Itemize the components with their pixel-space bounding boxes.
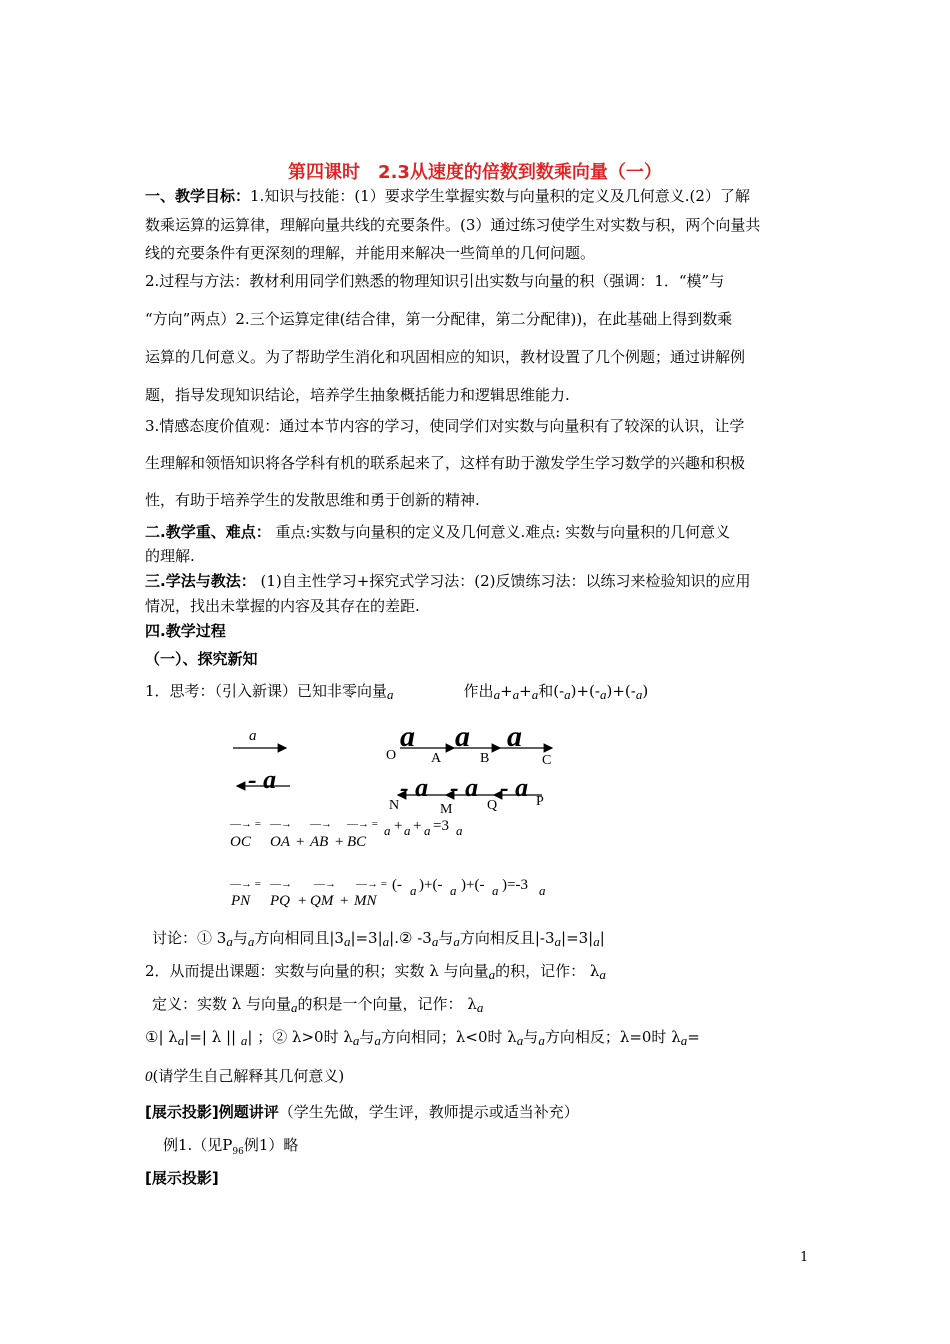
text: 例1.（见P	[163, 1136, 233, 1154]
text: （学生先做，学生评，教师提示或适当补充）	[278, 1103, 579, 1121]
text: |=3|	[350, 929, 383, 947]
arrow-mark: —→ =	[230, 878, 261, 890]
process-line-2: “方向”两点）2.三个运算定律(结合律，第一分配律，第二分配律))，在此基础上得到数乘	[145, 310, 733, 328]
eq2-QM: QM	[310, 893, 334, 909]
text: =	[687, 1028, 700, 1046]
page-title: 第四课时 2.3从速度的倍数到数乘向量（一）	[288, 162, 662, 183]
plus: +	[298, 893, 307, 909]
vector-a: a	[599, 687, 607, 702]
text: 方向相同；λ<0时 λ	[380, 1028, 517, 1046]
text: 1.知识与技能：(1）要求学生掌握实数与向量积的定义及几何意义.(2）了解	[250, 187, 750, 205]
attitude-line-2: 生理解和领悟知识将各学科有机的联系起来了，这样有助于激发学生学习数学的兴趣和积极	[145, 454, 746, 472]
vector-a: a	[384, 823, 391, 838]
point-A: A	[431, 751, 442, 766]
vector-a: a	[516, 1033, 524, 1048]
vector-a: a	[374, 1033, 381, 1048]
vector-a: a	[456, 823, 463, 838]
text: 与	[438, 929, 454, 947]
vector-a: a	[450, 883, 457, 898]
vector-neg-a-big-2: - a	[450, 773, 479, 802]
eq1-rhs: =3	[433, 818, 449, 834]
eq2-PQ: PQ	[270, 893, 290, 909]
attitude-line-3: 性，有助于培养学生的发散思维和勇于创新的精神.	[145, 491, 480, 509]
close-plus-open: )+(-	[461, 877, 485, 893]
vector-a: a	[593, 934, 600, 949]
eq1-OC: OC	[230, 834, 251, 850]
vector-a-big-3: a	[507, 720, 522, 753]
definition-line	[152, 994, 483, 1015]
vector-a: a	[404, 823, 411, 838]
text: |.② -3	[389, 929, 432, 947]
vector-a-label: a	[249, 728, 257, 744]
text: 例1）略	[243, 1136, 299, 1154]
eq1-BC: BC	[347, 834, 367, 850]
point-Q: Q	[487, 798, 498, 813]
vector-a: a	[382, 934, 390, 949]
vector-a: a	[493, 687, 501, 702]
process-line-1: 2.过程与方法：教材利用同学们熟悉的物理知识引出实数与向量的积（强调：1．“模”与	[145, 272, 725, 290]
text: 方向相反且|-3	[459, 929, 555, 947]
objectives-line-3: 线的充要条件有更深刻的理解，并能用来解决一些简单的几何问题。	[145, 244, 596, 262]
vector-a: a	[531, 687, 539, 702]
zero-note-line	[145, 1066, 344, 1087]
neg-paren: (-	[392, 877, 402, 893]
page-subscript: 96	[232, 1147, 244, 1157]
vector-a-big-1: a	[400, 720, 415, 753]
text: 讨论：① 3	[152, 929, 227, 947]
text: (请学生自己解释其几何意义)	[152, 1067, 345, 1085]
equation-2	[229, 877, 546, 909]
vector-a: a	[410, 883, 417, 898]
eq2-rhs: )=-3	[502, 877, 528, 893]
vector-a: a	[226, 934, 233, 949]
arrow-mark: —→ =	[347, 818, 378, 830]
arrow-mark: —→ =	[356, 878, 387, 890]
section-4-heading: 四.教学过程	[145, 622, 226, 640]
text: 2．从而提出课题：实数与向量的积；实数 λ 与向量	[145, 962, 489, 980]
eq2-PN: PN	[231, 893, 251, 909]
vector-a: a	[488, 967, 496, 982]
example-review-line	[145, 1102, 579, 1122]
discussion-line: 讨论：① 3a与a方向相同且|3a|=3|a|.② -3a与a方向相反且|-3a|=3|a|	[152, 929, 605, 949]
eq2-MN: MN	[354, 893, 377, 909]
arrow-mark: —→	[270, 818, 292, 830]
vector-a: a	[352, 1033, 360, 1048]
close-plus-open: )+(-	[419, 877, 443, 893]
plus: +	[394, 818, 403, 834]
point-M: M	[440, 802, 453, 817]
vector-neg-a-big-1: - a	[400, 773, 429, 802]
section-1-heading: 一、教学目标：	[145, 187, 251, 205]
vector-neg-a-label: - a	[248, 765, 277, 794]
vector-a: a	[635, 687, 643, 702]
properties-line	[145, 1027, 700, 1048]
example-1-line	[163, 1135, 298, 1162]
vector-a-big-2: a	[455, 720, 470, 753]
vector-a: a	[431, 934, 439, 949]
text: )+(-	[606, 682, 636, 700]
vector-a: a	[512, 687, 520, 702]
text: |=| λ ||	[184, 1028, 241, 1046]
arrow-mark: —→	[270, 878, 292, 890]
text: 方向相反；λ=0时 λ	[544, 1028, 681, 1046]
think-line: 1．思考：（引入新课）已知非零向量a 作出a+a+a和(-a)+(-a)+(-a)	[145, 682, 649, 702]
text: 重点:实数与向量积的定义及几何意义.难点: 实数与向量积的几何意义	[270, 523, 731, 541]
process-line-3: 运算的几何意义。为了帮助学生消化和巩固相应的知识，教材设置了几个例题；通过讲解例	[145, 348, 746, 366]
point-P: P	[536, 794, 544, 809]
plus: +	[340, 893, 349, 909]
vector-a: a	[424, 823, 431, 838]
text: | ；② λ>0时 λ	[247, 1028, 353, 1046]
vector-a: a	[564, 687, 571, 702]
vector-neg-a-big-3: - a	[500, 773, 529, 802]
text: [展示投影]例题讲评	[145, 1103, 279, 1121]
text: 的积，记作： λ	[495, 962, 600, 980]
plus: +	[335, 834, 344, 850]
section-3-heading: 三.学法与教法：	[145, 572, 256, 590]
vector-a: a	[387, 687, 394, 702]
vector-a: a	[554, 934, 562, 949]
text: ①| λ	[145, 1028, 178, 1046]
projection-heading: [展示投影]	[145, 1169, 219, 1187]
point-B: B	[480, 751, 490, 766]
attitude-line-1: 3.情感态度价值观：通过本节内容的学习，使同学们对实数与向量积有了较深的认识，让学	[145, 417, 745, 435]
zero-vector: 0	[145, 1069, 153, 1085]
text: 1．思考：（引入新课）已知非零向量	[145, 682, 388, 700]
methods-line-2: 情况，找出未掌握的内容及其存在的差距.	[145, 597, 420, 615]
arrow-mark: —→ =	[230, 818, 261, 830]
section-2-heading: 二.教学重、难点：	[145, 523, 271, 541]
subsection-heading: （一）、探究新知	[145, 650, 258, 668]
vector-a: a	[240, 1033, 248, 1048]
point-N: N	[389, 798, 400, 813]
text: 方向相同且|3	[254, 929, 344, 947]
vector-a: a	[476, 1000, 484, 1015]
vector-a: a	[453, 934, 460, 949]
text: |=3|	[561, 929, 594, 947]
plus: +	[413, 818, 422, 834]
equation-1	[229, 818, 463, 850]
plus: +	[296, 834, 305, 850]
text: )	[642, 682, 649, 700]
text: 和(-	[538, 682, 565, 700]
text: 作出	[463, 682, 494, 700]
vector-a: a	[492, 883, 499, 898]
vector-a: a	[599, 967, 606, 982]
key-points-line-2: 的理解.	[145, 547, 195, 565]
arrow-mark: —→	[314, 878, 336, 890]
text: 定义：实数 λ 与向量	[152, 995, 292, 1013]
text: 的积是一个向量，记作： λ	[297, 995, 477, 1013]
text: 与	[359, 1028, 375, 1046]
text: 与	[232, 929, 248, 947]
vector-a: a	[680, 1033, 688, 1048]
process-line-4: 题，指导发现知识结论，培养学生抽象概括能力和逻辑思维能力.	[145, 386, 570, 404]
vector-a: a	[291, 1000, 298, 1015]
point-O: O	[386, 748, 397, 763]
vector-a: a	[247, 934, 255, 949]
vector-a: a	[538, 1033, 545, 1048]
arrow-mark: —→	[310, 818, 332, 830]
point-C: C	[542, 753, 552, 768]
text: (1)自主性学习+探究式学习法：(2)反馈练习法：以练习来检验知识的应用	[255, 572, 751, 590]
text: 与	[523, 1028, 539, 1046]
eq1-OA: OA	[270, 834, 290, 850]
vector-a: a	[343, 934, 351, 949]
objectives-line-2: 数乘运算的运算律，理解向量共线的充要条件。(3）通过练习使学生对实数与积，两个向量共	[145, 216, 761, 234]
vector-a: a	[177, 1033, 185, 1048]
page-number: 1	[800, 1250, 809, 1265]
eq1-AB: AB	[310, 834, 329, 850]
text: )+(-	[570, 682, 600, 700]
topic-line	[145, 961, 606, 982]
vector-a: a	[539, 883, 546, 898]
